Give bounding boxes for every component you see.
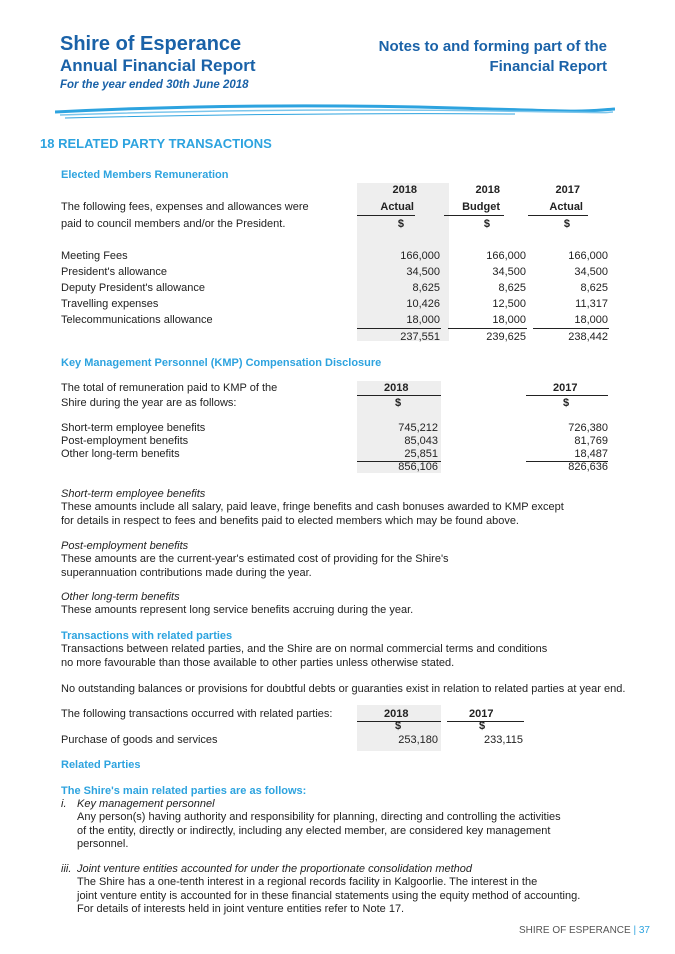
cell: 25,851 [404,448,438,460]
related-heading: Related Parties [61,759,141,771]
report-period: For the year ended 30th June 2018 [60,79,249,91]
section-title: 18 RELATED PARTY TRANSACTIONS [40,136,272,151]
cell: 12,500 [492,298,526,310]
total-cell: 238,442 [568,331,608,343]
total-cell: 239,625 [486,331,526,343]
cell: 34,500 [406,266,440,278]
definition-title: Post-employment benefits [61,540,189,552]
col-label: Budget [462,201,500,213]
list-number: i. [61,798,67,810]
definition-text: superannuation contributions made during the year. [61,567,312,579]
kmp-intro: The total of remuneration paid to KMP of the [61,382,278,394]
definition-text: These amounts represent long service benefits accruing during the year. [61,604,414,616]
total-rule [448,328,527,329]
total-rule [357,328,441,329]
col-year: 2018 [475,184,500,196]
transactions-text: Transactions between related parties, and the Shire are on normal commercial terms and conditions [61,643,548,655]
cell: 8,625 [412,282,440,294]
cell: 8,625 [498,282,526,294]
cell: 726,380 [568,422,608,434]
notes-title-line1: Notes to and forming part of the [378,38,607,55]
col-year: 2017 [555,184,580,196]
definition-title: Short-term employee benefits [61,488,206,500]
cell: 81,769 [574,435,608,447]
cell: 166,000 [568,250,608,262]
total-rule [533,328,609,329]
related-subheading: The Shire's main related parties are as follows: [61,785,307,797]
footer-separator: | [633,925,637,936]
org-name: Shire of Esperance [60,33,242,55]
cell: 18,000 [406,314,440,326]
col-unit: $ [395,397,402,409]
col-unit: $ [479,720,486,732]
col-unit: $ [483,218,490,230]
definition-text: for details in respect to fees and benefits paid to elected members which may be found above. [61,515,519,527]
col-label: Actual [549,201,583,213]
kmp-heading: Key Management Personnel (KMP) Compensation Disclosure [61,357,382,369]
col-unit: $ [395,720,402,732]
transactions-text: no more favourable than those available to other parties unless otherwise stated. [61,657,455,669]
divider [447,721,524,722]
header-swoosh [55,100,615,122]
list-item-text: Any person(s) having authority and responsibility for planning, directing and controlling the activities [77,811,561,823]
list-item-text: of the entity, directly or indirectly, including any elected member, are considered key management [77,825,551,837]
col-label: Actual [380,201,414,213]
cell: 34,500 [492,266,526,278]
col-year: 2018 [384,708,409,720]
col-year: 2017 [469,708,494,720]
cell: 34,500 [574,266,608,278]
cell: 8,625 [580,282,608,294]
cell: 745,212 [398,422,438,434]
row-label: Travelling expenses [61,298,159,310]
list-item-title: Joint venture entities accounted for under the proportionate consolidation method [77,863,473,875]
cell: 166,000 [400,250,440,262]
kmp-intro: Shire during the year are as follows: [61,397,237,409]
footer-org: SHIRE OF ESPERANCE [519,925,631,936]
cell: 166,000 [486,250,526,262]
list-number: iii. [61,863,72,875]
row-label: Short-term employee benefits [61,422,206,434]
total-cell: 826,636 [568,461,608,473]
elected-intro: paid to council members and/or the President. [61,218,286,230]
list-item-text: For details of interests held in joint venture entities refer to Note 17. [77,903,405,915]
list-item-text: joint venture entity is accounted for in these financial statements using the equity method of accounting. [77,890,581,902]
row-label: President's allowance [61,266,168,278]
cell: 10,426 [406,298,440,310]
list-item-text: personnel. [77,838,129,850]
row-label: Other long-term benefits [61,448,180,460]
total-cell: 237,551 [400,331,440,343]
col-year: 2018 [392,184,417,196]
transactions-text: No outstanding balances or provisions for doubtful debts or guaranties exist in relation to related parties at year end. [61,683,626,695]
row-label: Purchase of goods and services [61,734,218,746]
definition-title: Other long-term benefits [61,591,180,603]
report-title: Annual Financial Report [60,56,256,75]
row-label: Deputy President's allowance [61,282,205,294]
cell: 18,487 [574,448,608,460]
divider [444,215,504,216]
row-label: Meeting Fees [61,250,128,262]
list-item-title: Key management personnel [77,798,215,810]
col-unit: $ [563,218,570,230]
list-item-text: The Shire has a one-tenth interest in a regional records facility in Kalgoorlie. The interest in the [77,876,538,888]
cell: 233,115 [484,734,523,746]
divider [528,215,588,216]
elected-heading: Elected Members Remuneration [61,169,229,181]
elected-intro: The following fees, expenses and allowances were [61,201,309,213]
cell: 18,000 [492,314,526,326]
cell: 85,043 [404,435,438,447]
row-label: Post-employment benefits [61,435,189,447]
notes-title-line2: Financial Report [489,58,607,75]
cell: 18,000 [574,314,608,326]
col-year: 2018 [384,382,409,394]
col-unit: $ [563,397,570,409]
transactions-heading: Transactions with related parties [61,630,233,642]
col-year: 2017 [553,382,578,394]
total-cell: 856,106 [398,461,438,473]
page-number: 37 [638,925,650,936]
row-label: Telecommunications allowance [61,314,213,326]
divider [357,215,415,216]
divider [357,395,441,396]
page-footer [519,925,650,936]
cell: 253,180 [398,734,438,746]
definition-text: These amounts include all salary, paid leave, fringe benefits and cash bonuses awarded to KMP except [61,501,564,513]
transactions-table-intro: The following transactions occurred with related parties: [61,708,333,720]
cell: 11,317 [575,298,608,310]
col-unit: $ [397,218,404,230]
definition-text: These amounts are the current-year's estimated cost of providing for the Shire's [61,553,449,565]
divider [526,395,608,396]
